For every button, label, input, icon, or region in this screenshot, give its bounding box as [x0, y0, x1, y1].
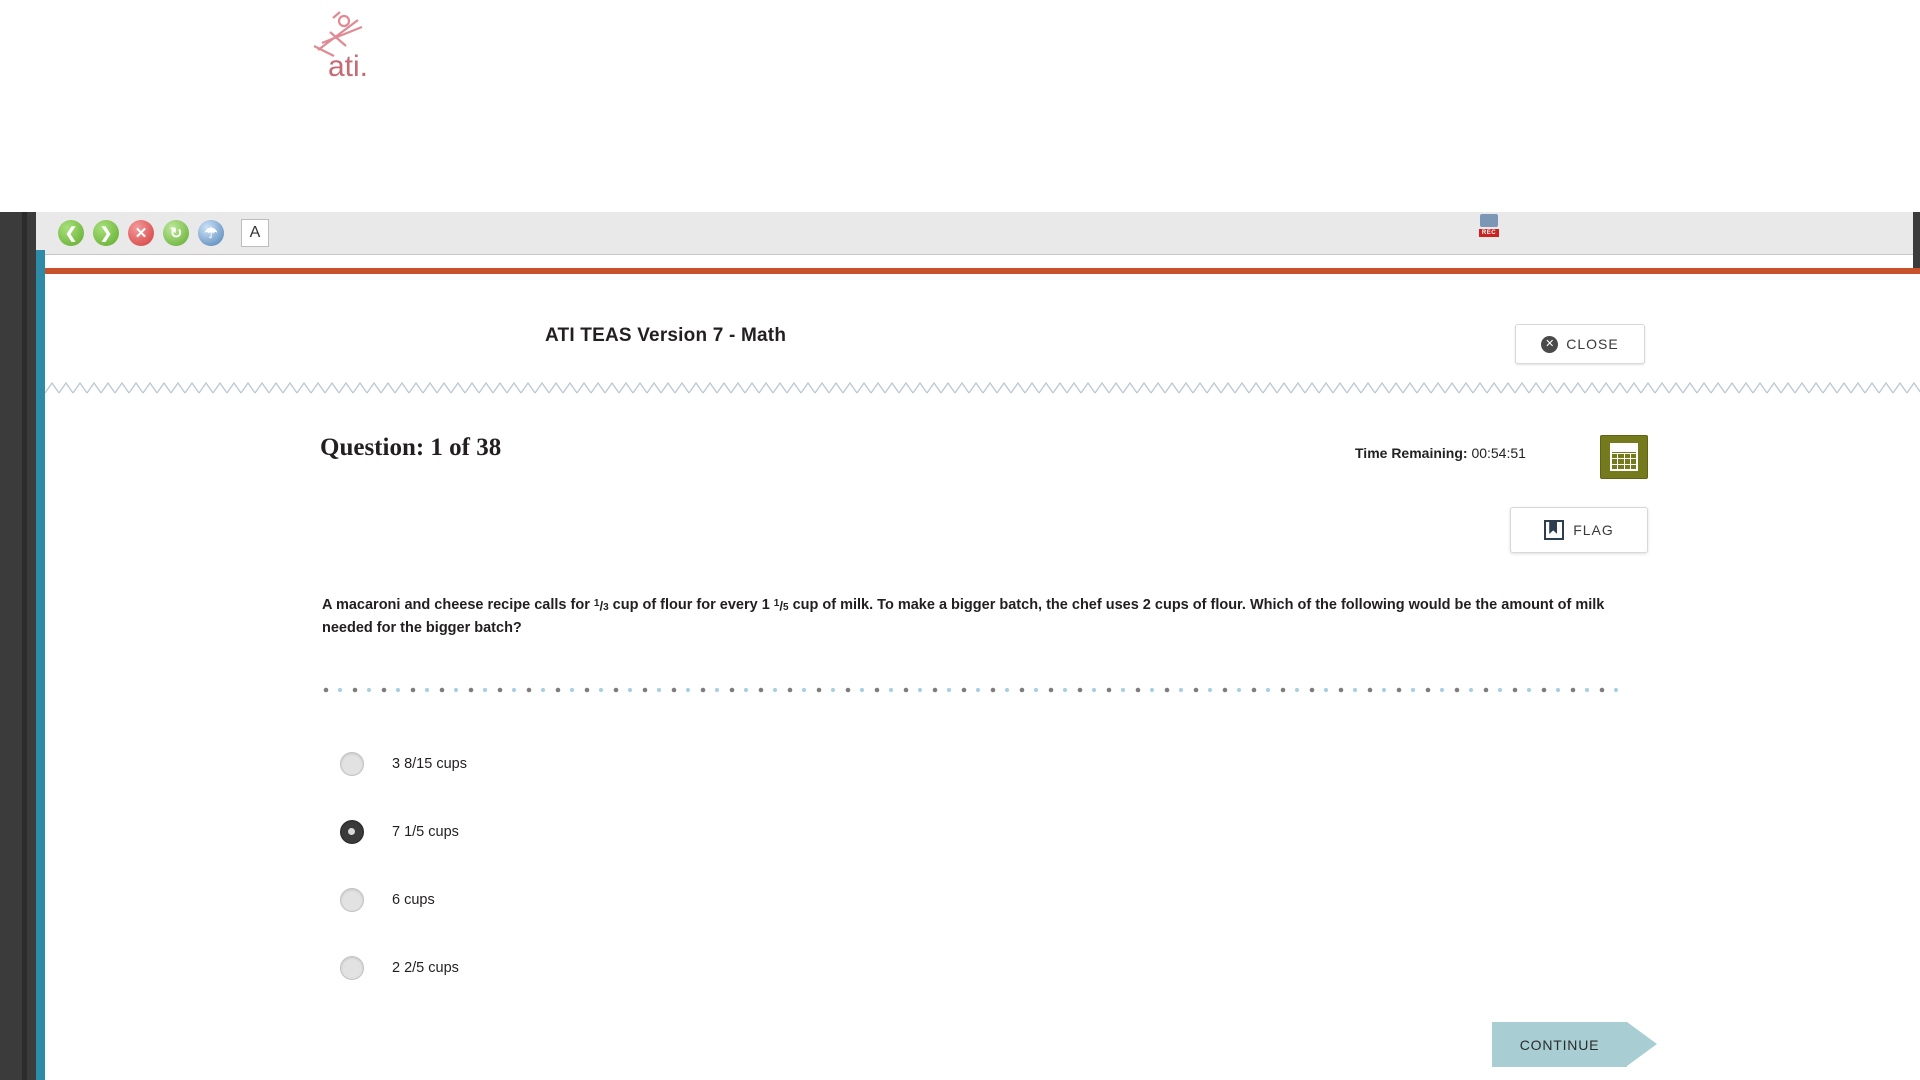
answer-option-4[interactable]	[340, 934, 1240, 1002]
time-remaining-label: Time Remaining:	[1355, 445, 1468, 461]
question-text	[322, 594, 1640, 640]
browser-nav-buttons	[58, 216, 269, 250]
close-button-label: CLOSE	[1566, 336, 1619, 352]
reload-icon[interactable]: ↻	[163, 220, 189, 246]
rec-badge: REC	[1479, 229, 1499, 237]
radio-icon[interactable]	[340, 956, 364, 980]
calculator-button[interactable]	[1600, 435, 1648, 479]
desktop-left-gutter	[0, 212, 36, 1080]
window-left-rail	[36, 250, 45, 1080]
answer-option-1[interactable]	[340, 730, 1240, 798]
screen-recorder-indicator	[1472, 214, 1506, 248]
browser-toolbar	[0, 212, 1920, 255]
continue-button[interactable]	[1492, 1022, 1627, 1067]
flag-button-label: FLAG	[1573, 522, 1614, 538]
answer-option-2[interactable]	[340, 798, 1240, 866]
ati-logo	[300, 10, 440, 90]
fraction-one-fifth-numerator: 1	[773, 598, 780, 610]
radio-icon[interactable]	[340, 752, 364, 776]
question-part-1: A macaroni and cheese recipe calls for	[322, 597, 594, 613]
close-button[interactable]	[1515, 324, 1645, 364]
forward-icon[interactable]: ❯	[93, 220, 119, 246]
font-size-icon[interactable]: A	[241, 219, 269, 247]
svg-text:ati.: ati.	[328, 50, 369, 83]
close-icon: ✕	[1541, 336, 1558, 353]
question-part-3: cup of milk. To make a bigger batch, the chef uses 2 cups of flour. Which of the following would be the amount of milk needed for the bigger batch?	[322, 597, 1605, 637]
back-icon[interactable]: ❮	[58, 220, 84, 246]
flag-icon	[1544, 520, 1564, 540]
time-remaining	[1355, 445, 1526, 461]
home-icon[interactable]: ☂	[198, 220, 224, 246]
calculator-icon	[1610, 443, 1638, 471]
continue-button-label: CONTINUE	[1519, 1036, 1600, 1053]
answer-option-3[interactable]	[340, 866, 1240, 934]
radio-icon[interactable]	[340, 888, 364, 912]
question-counter: Question: 1 of 38	[320, 434, 502, 461]
answer-option-3-label: 6 cups	[392, 892, 435, 908]
fraction-one-third: $^1/_3$	[593, 598, 609, 614]
fraction-one-fifth-denominator: 5	[782, 602, 789, 614]
answer-options	[340, 730, 1240, 1002]
stop-icon[interactable]: ✕	[128, 220, 154, 246]
fraction-one-third-denominator: 3	[603, 602, 609, 614]
flag-button[interactable]	[1510, 507, 1648, 553]
answer-option-4-label: 2 2/5 cups	[392, 960, 459, 976]
fraction-one-third-numerator: 1	[593, 598, 600, 610]
question-part-2: cup of flour for every 1	[608, 597, 774, 613]
camera-icon	[1480, 214, 1498, 227]
exam-title: ATI TEAS Version 7 - Math	[545, 325, 787, 346]
section-divider	[45, 380, 1920, 396]
time-remaining-value: 00:54:51	[1471, 445, 1526, 461]
dotted-divider	[322, 682, 1622, 692]
fraction-one-fifth: $^1/_5$	[773, 598, 789, 614]
radio-icon-selected[interactable]	[340, 820, 364, 844]
continue-arrow-icon[interactable]	[1627, 1022, 1657, 1066]
answer-option-2-label: 7 1/5 cups	[392, 824, 459, 840]
desktop-left-gutter-shadow	[22, 212, 27, 1080]
answer-option-1-label: 3 8/15 cups	[392, 756, 467, 772]
